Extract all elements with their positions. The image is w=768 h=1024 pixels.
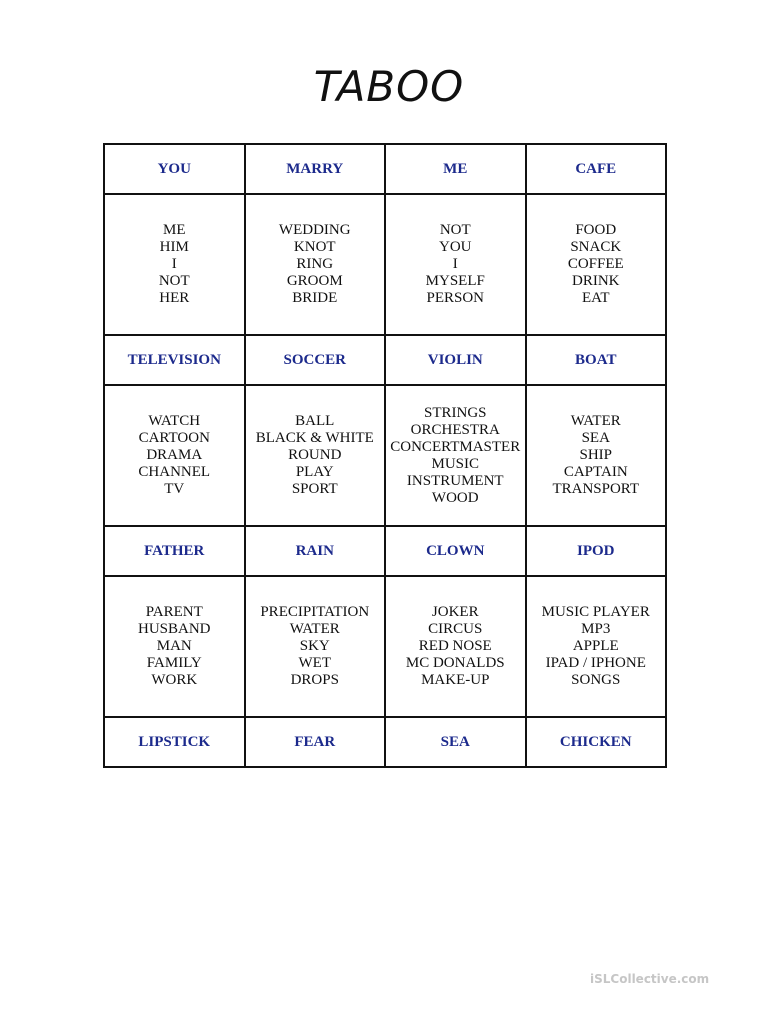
taboo-word: TELEVISION xyxy=(127,352,221,368)
forbidden-words-cell xyxy=(104,194,245,335)
forbidden-word: STRINGS xyxy=(423,404,487,421)
forbidden-word: YOU xyxy=(439,239,472,255)
card-word-row xyxy=(104,335,666,385)
forbidden-word: BALL xyxy=(295,413,335,429)
forbidden-word: MAKE-UP xyxy=(421,672,490,688)
forbidden-word: MAN xyxy=(156,638,192,654)
taboo-word: FEAR xyxy=(294,734,336,750)
forbidden-word: MUSIC PLAYER xyxy=(541,604,650,620)
card-word-cell xyxy=(245,717,386,767)
forbidden-word: FOOD xyxy=(575,222,617,238)
taboo-word: LIPSTICK xyxy=(138,734,211,750)
forbidden-word: SPORT xyxy=(291,481,338,497)
forbidden-word: CARTOON xyxy=(138,430,210,446)
forbidden-word: PERSON xyxy=(426,290,485,306)
forbidden-words-cell xyxy=(245,576,386,717)
forbidden-word: FAMILY xyxy=(146,655,202,671)
forbidden-word: DRAMA xyxy=(146,447,203,463)
taboo-word: MARRY xyxy=(286,161,344,177)
card-word-cell xyxy=(385,526,526,576)
taboo-word: SEA xyxy=(440,734,470,750)
forbidden-word: CIRCUS xyxy=(428,621,483,637)
card-word-cell xyxy=(526,717,667,767)
forbidden-word: TRANSPORT xyxy=(552,481,640,497)
card-word-cell xyxy=(104,144,245,194)
card-word-cell xyxy=(526,526,667,576)
forbidden-word: SONGS xyxy=(571,672,621,688)
forbidden-word: WORK xyxy=(151,672,198,688)
taboo-word: BOAT xyxy=(575,352,617,368)
forbidden-word: SNACK xyxy=(570,239,622,255)
forbidden-words-cell xyxy=(245,385,386,526)
forbidden-word: SHIP xyxy=(579,447,612,463)
forbidden-word: I xyxy=(452,256,458,272)
taboo-word: YOU xyxy=(157,161,191,177)
card-word-cell xyxy=(104,526,245,576)
card-forbidden-row xyxy=(104,194,666,335)
forbidden-word: PLAY xyxy=(295,464,334,480)
forbidden-word: MUSIC xyxy=(431,455,479,472)
forbidden-word: RING xyxy=(296,256,334,272)
forbidden-words-cell xyxy=(385,385,526,526)
forbidden-word: MP3 xyxy=(581,621,611,637)
forbidden-word: I xyxy=(171,256,177,272)
forbidden-word: BRIDE xyxy=(292,290,338,306)
watermark: iSLCollective.com xyxy=(590,972,710,986)
forbidden-word: NOT xyxy=(158,273,190,289)
forbidden-word: CONCERTMASTER xyxy=(390,438,521,455)
forbidden-word: WET xyxy=(298,655,331,671)
taboo-word: VIOLIN xyxy=(427,352,483,368)
forbidden-word: BLACK & WHITE xyxy=(255,430,374,446)
taboo-word: CLOWN xyxy=(426,543,485,559)
forbidden-word: PARENT xyxy=(145,604,203,620)
taboo-word: IPOD xyxy=(577,543,615,559)
forbidden-word: IPAD / IPHONE xyxy=(545,655,646,671)
card-forbidden-row xyxy=(104,576,666,717)
forbidden-word: WOOD xyxy=(431,489,479,506)
forbidden-word: DROPS xyxy=(290,672,339,688)
card-word-cell xyxy=(104,717,245,767)
card-forbidden-row xyxy=(104,385,666,526)
forbidden-word: ME xyxy=(163,222,186,238)
taboo-word: ME xyxy=(443,161,468,177)
card-word-cell xyxy=(385,717,526,767)
forbidden-word: ROUND xyxy=(288,447,342,463)
forbidden-word: MC DONALDS xyxy=(405,655,505,671)
forbidden-word: CAPTAIN xyxy=(563,464,628,480)
card-word-cell xyxy=(385,335,526,385)
forbidden-word: TV xyxy=(164,481,185,497)
taboo-word: CHICKEN xyxy=(559,734,632,750)
card-word-cell xyxy=(245,144,386,194)
forbidden-word: APPLE xyxy=(572,638,619,654)
forbidden-words-cell xyxy=(104,576,245,717)
forbidden-word: RED NOSE xyxy=(418,638,492,654)
card-word-cell xyxy=(385,144,526,194)
card-word-row xyxy=(104,144,666,194)
forbidden-word: MYSELF xyxy=(425,273,485,289)
forbidden-word: INSTRUMENT xyxy=(406,472,504,489)
forbidden-word: DRINK xyxy=(572,273,620,289)
forbidden-words-cell xyxy=(526,194,667,335)
forbidden-words-cell xyxy=(385,576,526,717)
forbidden-word: EAT xyxy=(582,290,610,306)
card-word-cell xyxy=(526,144,667,194)
forbidden-word: NOT xyxy=(439,222,471,238)
taboo-word: CAFE xyxy=(575,161,617,177)
forbidden-word: WATCH xyxy=(148,413,201,429)
forbidden-words-cell xyxy=(526,576,667,717)
taboo-card-grid xyxy=(103,143,667,768)
forbidden-word: ORCHESTRA xyxy=(410,421,500,438)
page-title: TABOO xyxy=(313,62,465,111)
card-word-cell xyxy=(526,335,667,385)
taboo-word: SOCCER xyxy=(283,352,346,368)
card-word-cell xyxy=(245,335,386,385)
forbidden-word: KNOT xyxy=(293,239,336,255)
forbidden-words-cell xyxy=(526,385,667,526)
forbidden-word: PRECIPITATION xyxy=(260,604,370,620)
forbidden-word: HER xyxy=(159,290,190,306)
forbidden-word: COFFEE xyxy=(567,256,624,272)
card-word-row xyxy=(104,717,666,767)
card-word-row xyxy=(104,526,666,576)
forbidden-word: WEDDING xyxy=(278,222,351,238)
taboo-word: FATHER xyxy=(144,543,205,559)
forbidden-word: CHANNEL xyxy=(138,464,211,480)
card-word-cell xyxy=(104,335,245,385)
card-word-cell xyxy=(245,526,386,576)
forbidden-word: SKY xyxy=(299,638,330,654)
forbidden-word: HIM xyxy=(159,239,189,255)
forbidden-word: GROOM xyxy=(286,273,343,289)
forbidden-words-cell xyxy=(245,194,386,335)
forbidden-word: HUSBAND xyxy=(137,621,211,637)
taboo-word: RAIN xyxy=(295,543,334,559)
forbidden-words-cell xyxy=(104,385,245,526)
forbidden-word: SEA xyxy=(581,430,610,446)
forbidden-word: JOKER xyxy=(431,604,479,620)
forbidden-word: WATER xyxy=(570,413,621,429)
forbidden-word: WATER xyxy=(289,621,340,637)
forbidden-words-cell xyxy=(385,194,526,335)
